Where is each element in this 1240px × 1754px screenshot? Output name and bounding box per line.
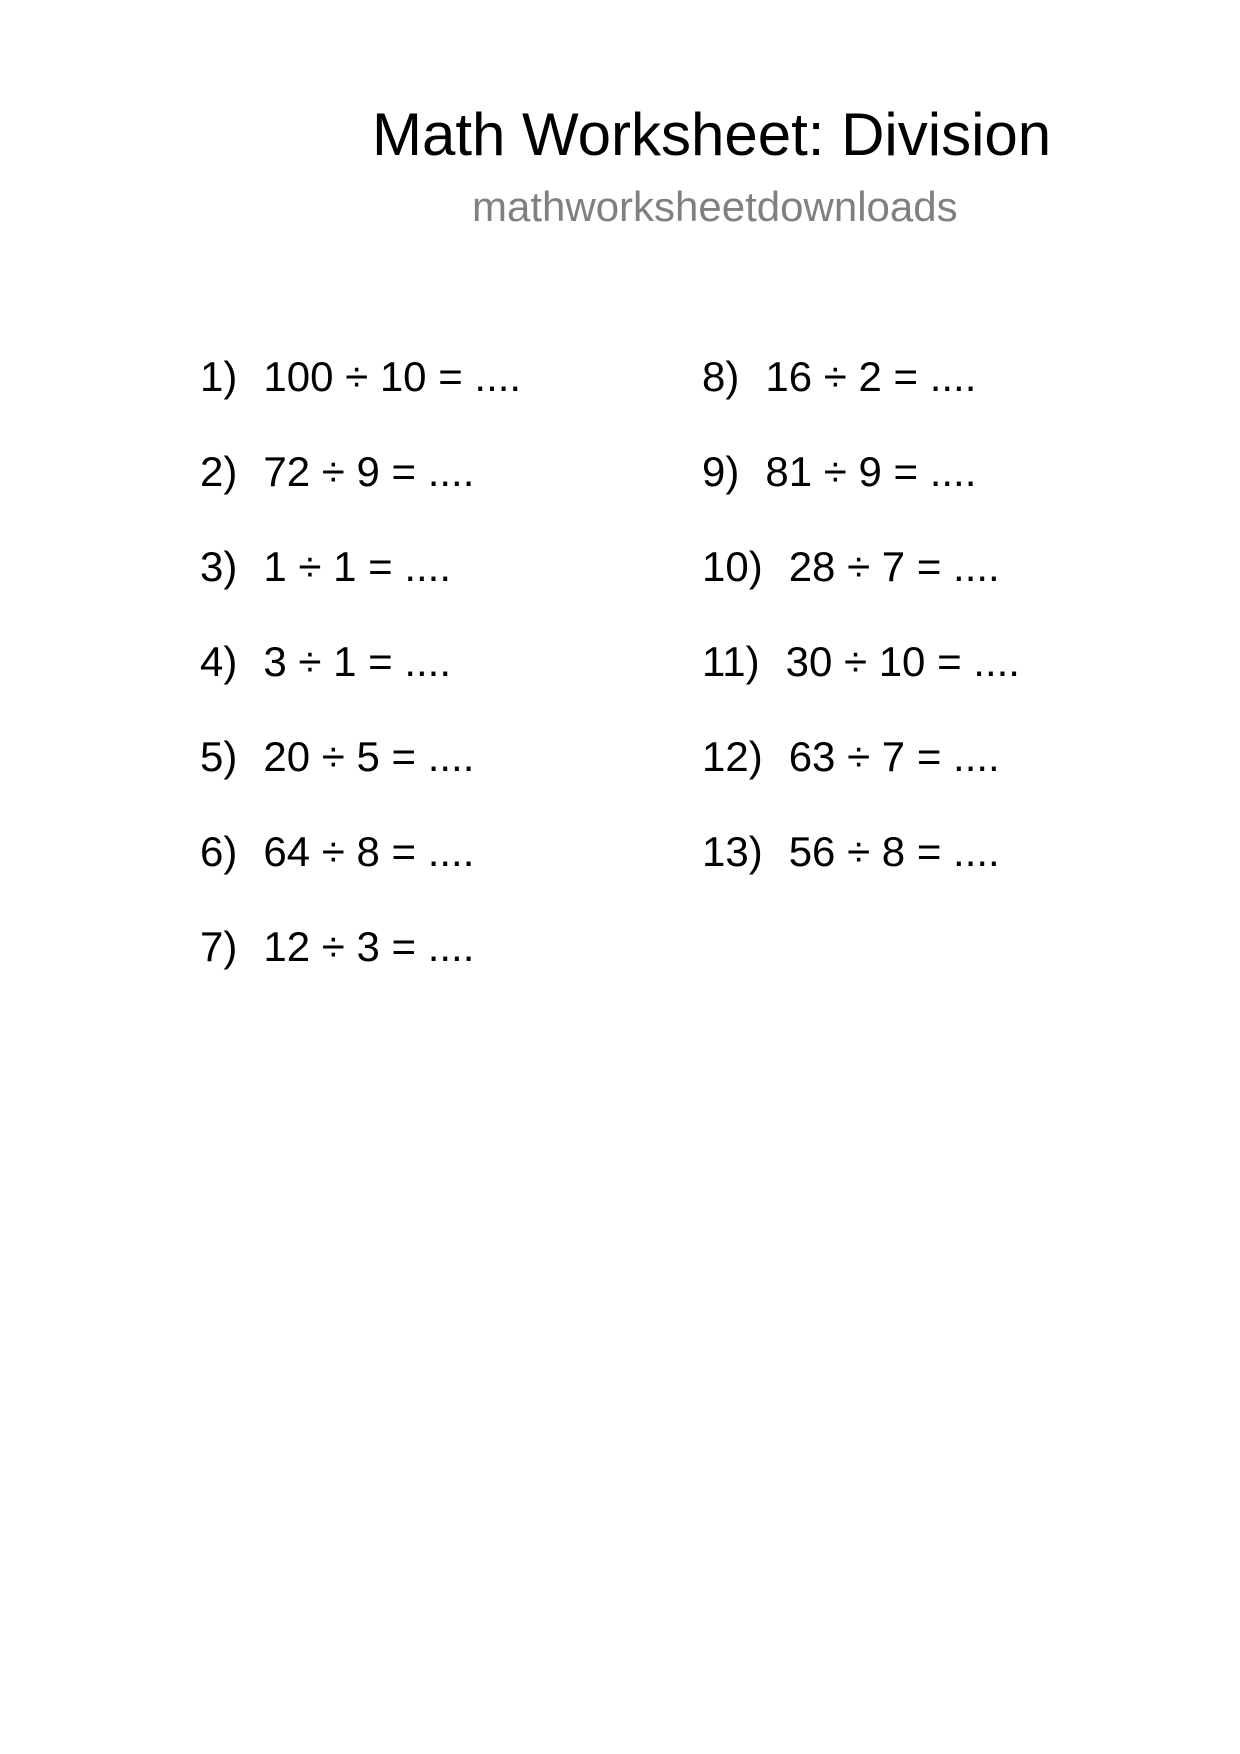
- problem-item: [200, 352, 521, 447]
- problem-item: [702, 447, 1020, 542]
- problem-number: 11): [702, 638, 760, 685]
- problem-list-right: [702, 352, 1020, 922]
- problem-number: 5): [200, 733, 238, 780]
- problem-number: 4): [200, 638, 238, 685]
- problem-expression: 16 ÷ 2 = ....: [765, 353, 977, 400]
- problem-expression: 63 ÷ 7 = ....: [788, 733, 1000, 780]
- problem-item: [200, 542, 521, 637]
- problem-item: [702, 827, 1020, 922]
- problem-number: 9): [702, 448, 740, 495]
- problem-number: 13): [702, 828, 763, 875]
- problem-expression: 1 ÷ 1 = ....: [263, 543, 452, 590]
- problem-expression: 64 ÷ 8 = ....: [263, 828, 475, 875]
- problem-number: 7): [200, 923, 238, 970]
- problem-number: 10): [702, 543, 763, 590]
- problem-expression: 3 ÷ 1 = ....: [263, 638, 452, 685]
- problem-expression: 72 ÷ 9 = ....: [263, 448, 475, 495]
- problem-item: [702, 542, 1020, 637]
- problem-number: 6): [200, 828, 238, 875]
- problem-item: [200, 732, 521, 827]
- problem-number: 1): [200, 353, 238, 400]
- problem-expression: 100 ÷ 10 = ....: [263, 353, 522, 400]
- problem-expression: 12 ÷ 3 = ....: [263, 923, 475, 970]
- problem-item: [200, 827, 521, 922]
- problem-item: [200, 447, 521, 542]
- problem-list-left: [200, 352, 521, 1017]
- problem-number: 12): [702, 733, 763, 780]
- page-title: Math Worksheet: Division: [372, 101, 1052, 168]
- page-subtitle: mathworksheetdownloads: [472, 183, 958, 230]
- problem-expression: 20 ÷ 5 = ....: [263, 733, 475, 780]
- problem-item: [702, 352, 1020, 447]
- problem-expression: 28 ÷ 7 = ....: [788, 543, 1000, 590]
- problem-expression: 30 ÷ 10 = ....: [785, 638, 1020, 685]
- problem-item: [702, 732, 1020, 827]
- problem-item: [200, 637, 521, 732]
- problem-number: 8): [702, 353, 740, 400]
- problem-number: 3): [200, 543, 238, 590]
- problem-expression: 56 ÷ 8 = ....: [788, 828, 1000, 875]
- problem-expression: 81 ÷ 9 = ....: [765, 448, 977, 495]
- problem-item: [200, 922, 521, 1017]
- problem-item: [702, 637, 1020, 732]
- problem-number: 2): [200, 448, 238, 495]
